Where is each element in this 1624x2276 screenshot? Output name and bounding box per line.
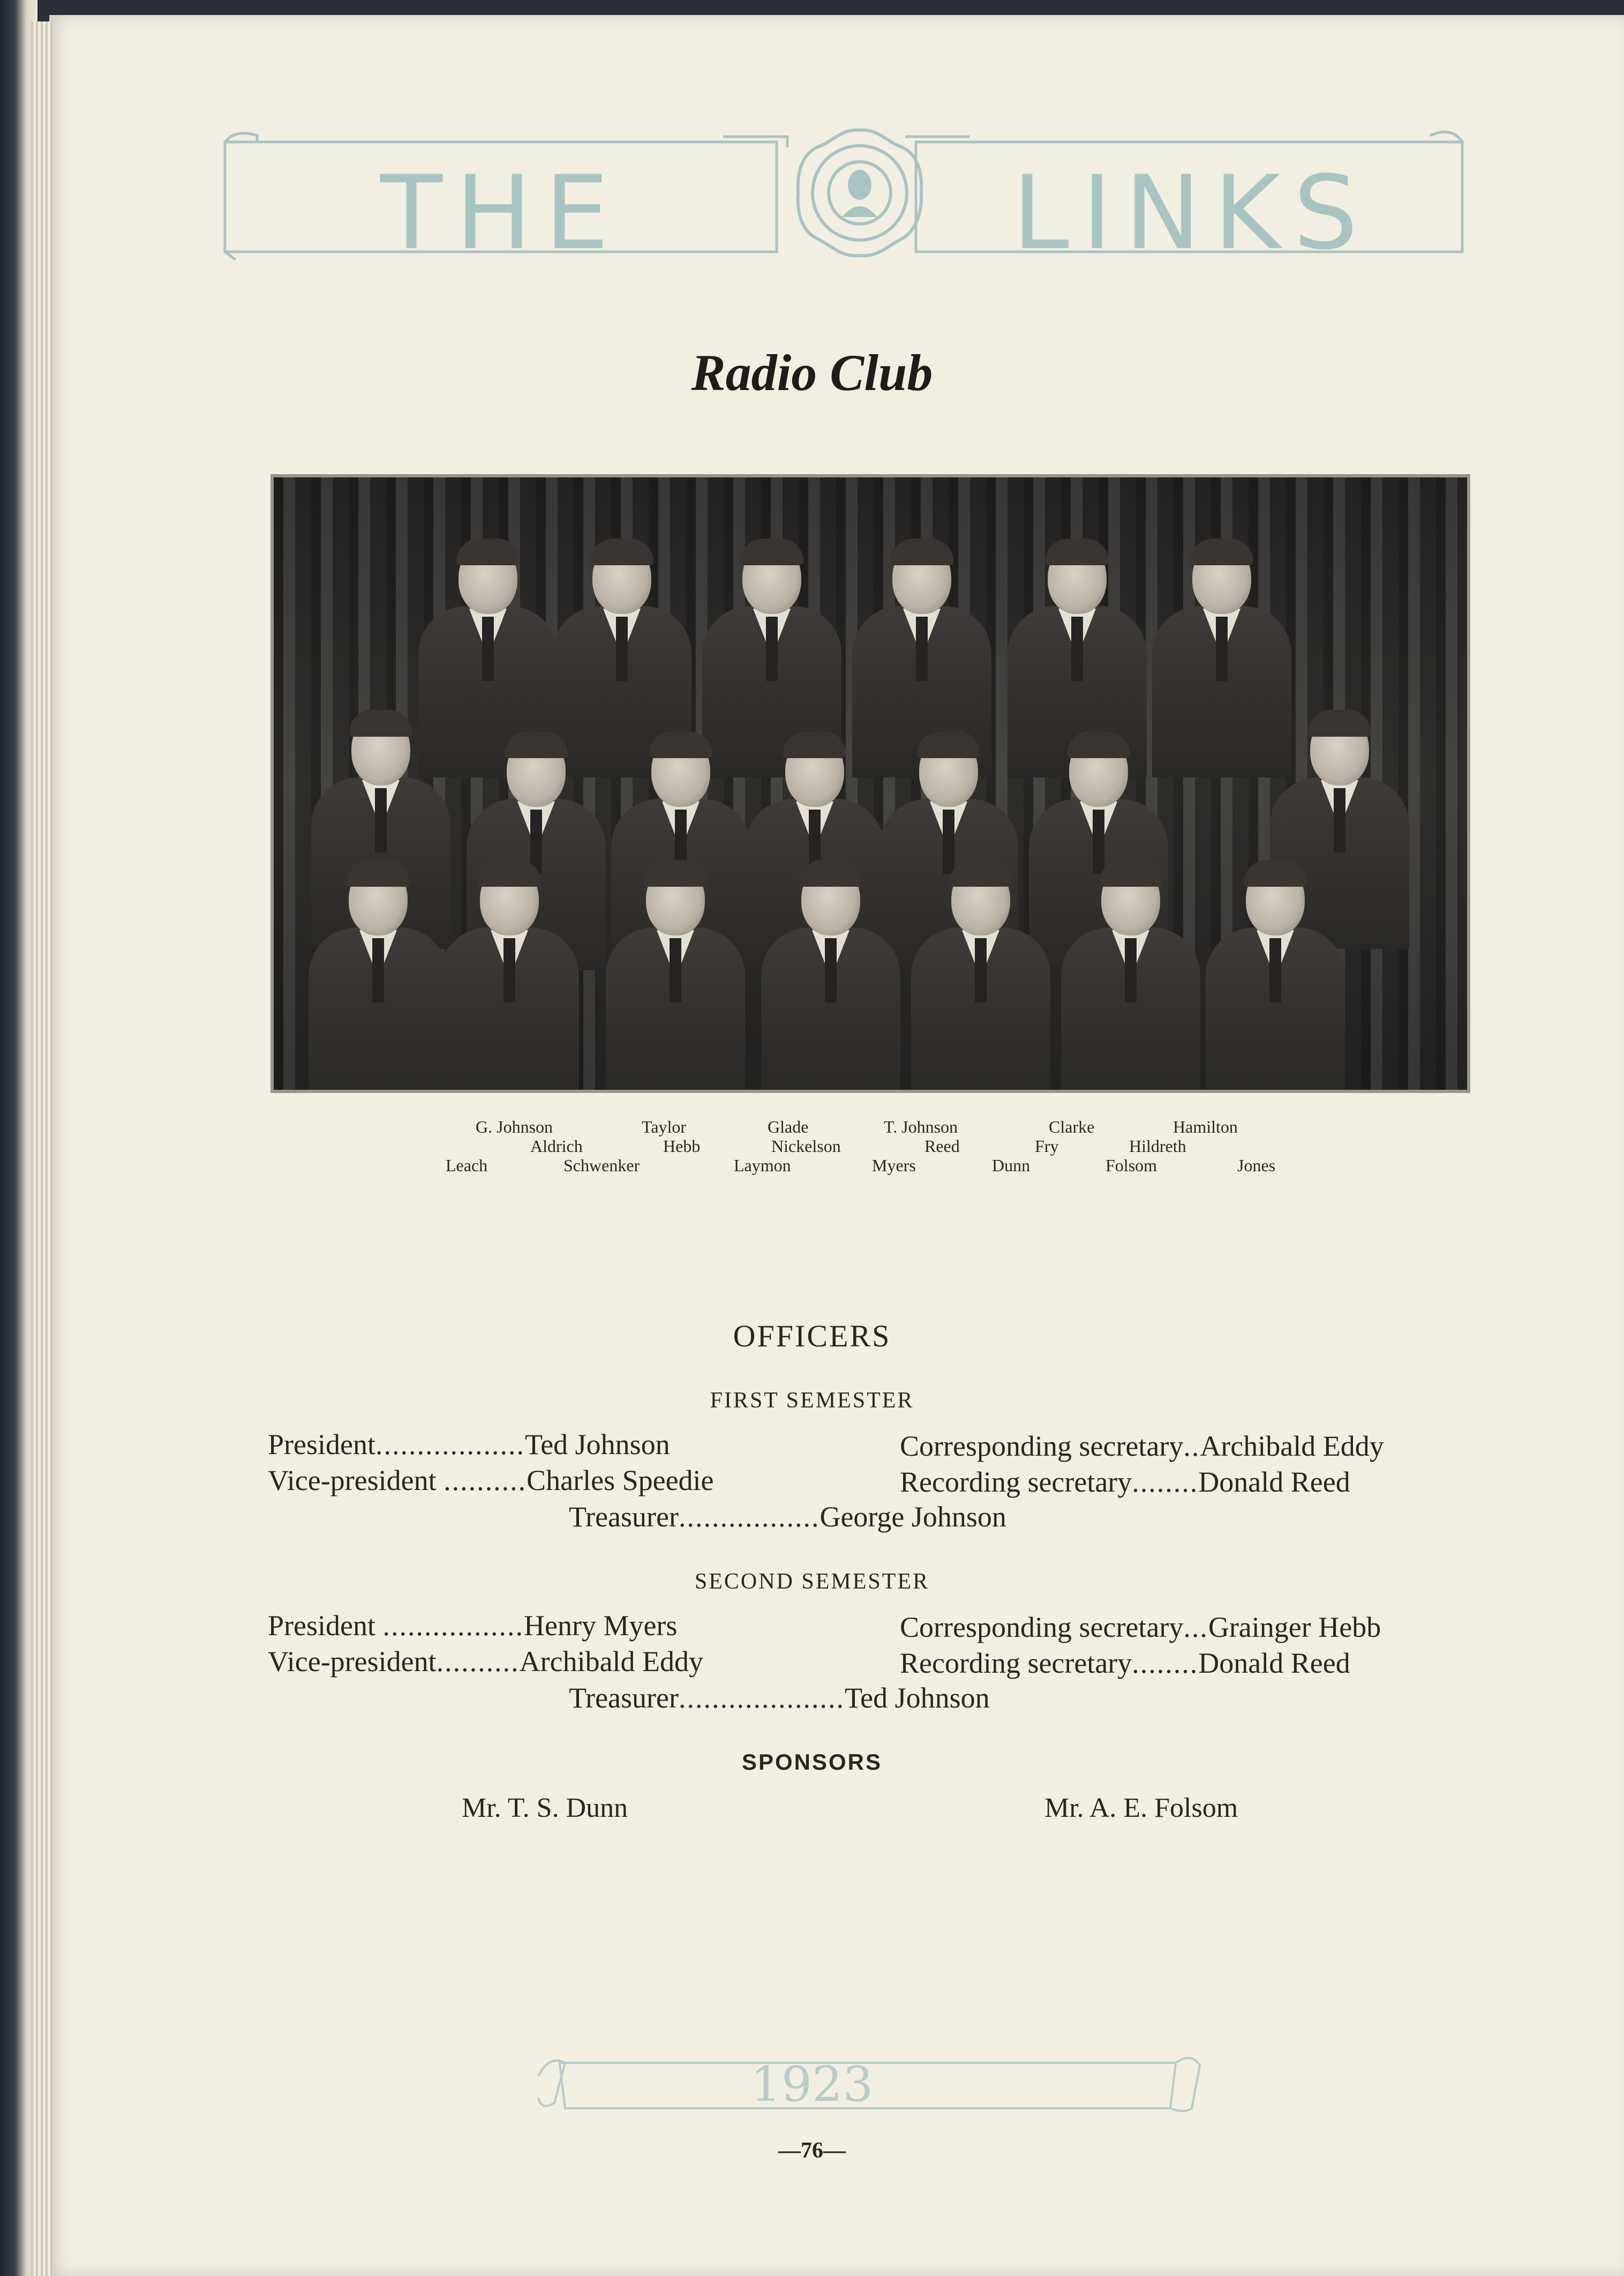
first-corr-row [900, 1429, 1384, 1463]
leader-dots: ................. [382, 1609, 524, 1642]
officers-heading: OFFICERS [733, 1319, 891, 1353]
leader-dots: ........ [1132, 1647, 1199, 1679]
first-treasurer-row [569, 1500, 1006, 1533]
first-president-row [268, 1428, 670, 1461]
first-vice-row [268, 1464, 714, 1497]
office-label: Vice-president [268, 1464, 437, 1496]
banner-word-the: THE [380, 154, 622, 272]
footer-year: 1923 [750, 2056, 874, 2113]
office-label: Vice-president [268, 1645, 437, 1678]
leader-dots: .................... [678, 1682, 845, 1714]
officer-name: Archibald Eddy [1200, 1430, 1384, 1462]
caption-name: Schwenker [563, 1156, 640, 1175]
caption-name: Clarke [1049, 1117, 1095, 1136]
officer-name: Henry Myers [523, 1609, 678, 1642]
header-banner [220, 115, 1468, 276]
sponsor-left: Mr. T. S. Dunn [462, 1793, 628, 1823]
officer-name: Donald Reed [1198, 1466, 1350, 1498]
leader-dots: .. [1183, 1430, 1200, 1462]
office-label: Corresponding secretary [900, 1611, 1184, 1643]
leader-dots: ................. [678, 1501, 820, 1533]
second-corr-row [900, 1611, 1381, 1644]
office-label: Corresponding secretary [900, 1430, 1184, 1462]
caption-name: Taylor [642, 1117, 687, 1136]
caption-name: Aldrich [530, 1136, 583, 1156]
second-vice-row [268, 1645, 703, 1678]
leader-dots: ........ [1132, 1466, 1199, 1498]
caption-name: Folsom [1106, 1156, 1157, 1175]
first-semester-heading: FIRST SEMESTER [710, 1388, 914, 1413]
office-label: Treasurer [569, 1501, 679, 1533]
second-semester-heading: SECOND SEMESTER [694, 1569, 930, 1594]
sponsor-right: Mr. A. E. Folsom [1044, 1793, 1238, 1823]
page-number: —76— [778, 2138, 846, 2163]
leader-dots: .......... [443, 1464, 527, 1496]
leader-dots: .................. [375, 1428, 525, 1461]
second-rec-row [900, 1646, 1350, 1680]
caption-name: Jones [1237, 1156, 1276, 1175]
officer-name: Donald Reed [1198, 1647, 1350, 1679]
second-treasurer-row [569, 1681, 990, 1715]
first-rec-row [900, 1465, 1350, 1499]
caption-name: Dunn [992, 1156, 1031, 1175]
photo-caption [0, 1117, 1624, 1176]
leader-dots: ... [1183, 1611, 1208, 1643]
office-label: Treasurer [569, 1682, 679, 1714]
second-president-row [268, 1609, 677, 1642]
office-label: Recording secretary [900, 1466, 1132, 1498]
club-group-photo [270, 474, 1470, 1093]
school-seal-icon [793, 126, 927, 260]
caption-name: G. Johnson [476, 1117, 553, 1136]
office-label: Recording secretary [900, 1647, 1132, 1679]
officer-name: Ted Johnson [524, 1428, 670, 1461]
page-title: Radio Club [691, 344, 933, 401]
caption-name: Leach [446, 1156, 488, 1175]
caption-name: Reed [924, 1136, 960, 1156]
officer-name: Grainger Hebb [1208, 1611, 1381, 1643]
officer-name: Ted Johnson [844, 1682, 990, 1714]
officer-name: Charles Speedie [527, 1464, 714, 1496]
caption-name: Glade [768, 1117, 809, 1136]
caption-name: T. Johnson [884, 1117, 958, 1136]
banner-word-links: LINKS [1012, 154, 1371, 272]
caption-name: Nickelson [771, 1136, 841, 1156]
officer-name: George Johnson [819, 1501, 1006, 1533]
caption-name: Hamilton [1173, 1117, 1238, 1136]
caption-name: Laymon [734, 1156, 791, 1175]
office-label: President [268, 1428, 375, 1461]
caption-name: Hildreth [1129, 1136, 1186, 1156]
caption-name: Myers [872, 1156, 916, 1175]
caption-name: Fry [1035, 1136, 1059, 1156]
caption-name: Hebb [663, 1136, 701, 1156]
office-label: President [268, 1609, 375, 1642]
sponsors-heading: SPONSORS [741, 1749, 883, 1775]
officer-name: Archibald Eddy [519, 1645, 704, 1678]
leader-dots: .......... [436, 1645, 520, 1678]
